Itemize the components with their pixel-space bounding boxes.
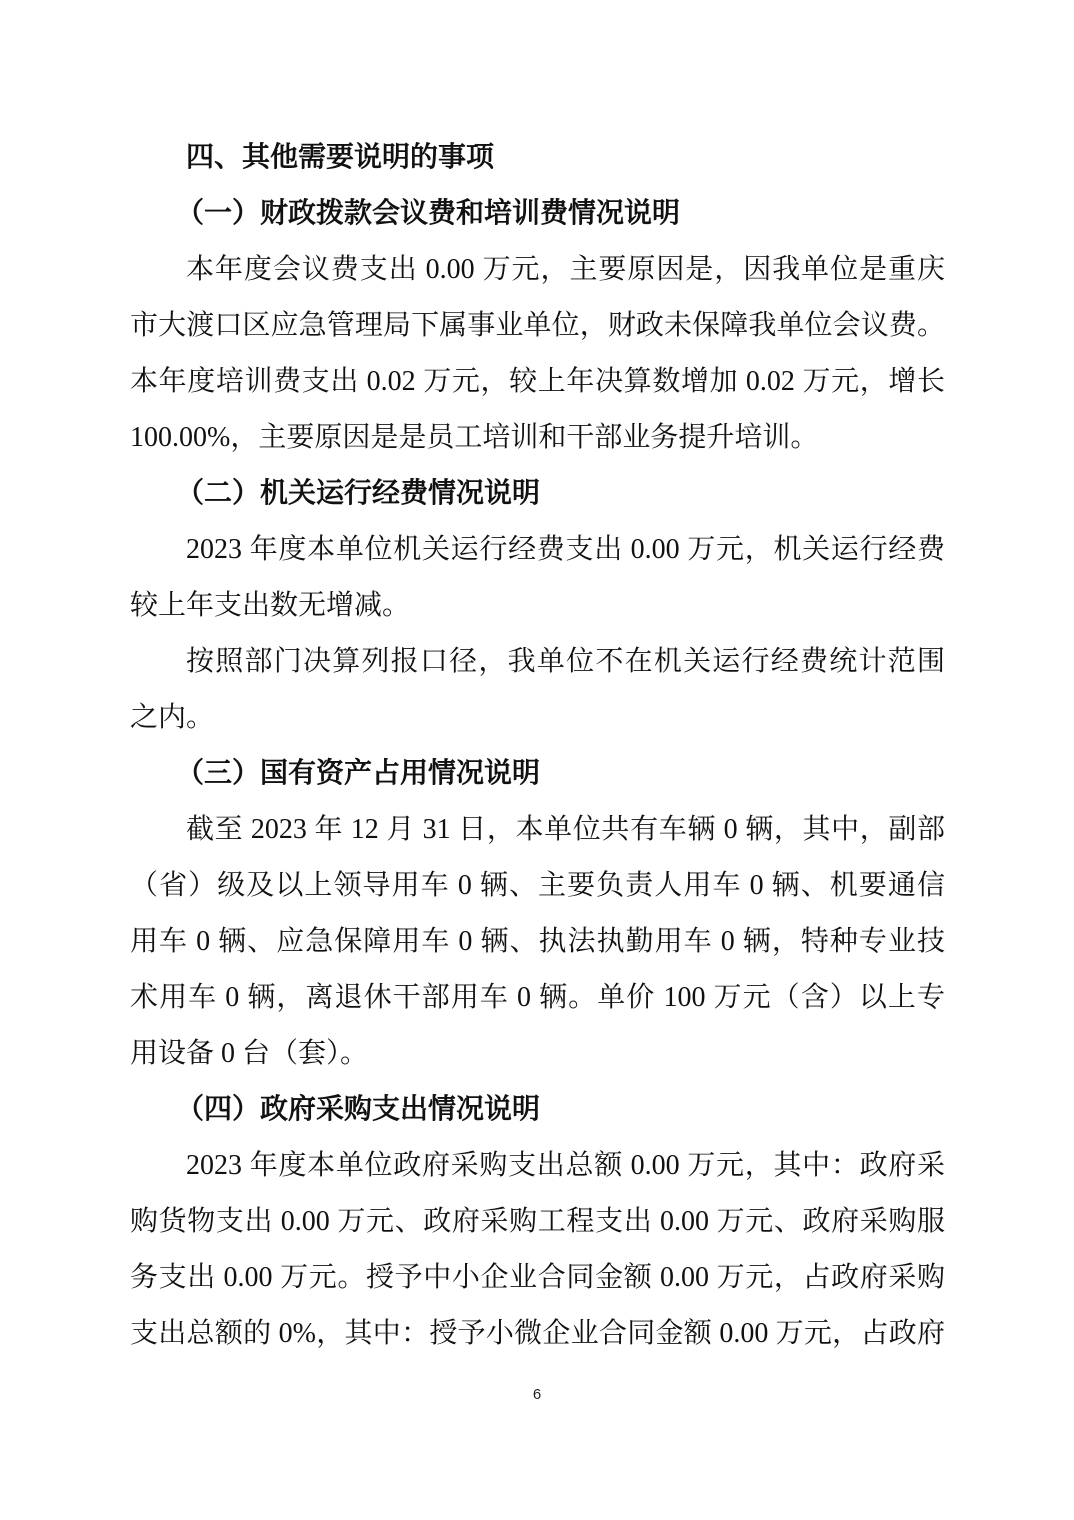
paragraph-line: 购货物支出 0.00 万元、政府采购工程支出 0.00 万元、政府采购服 [130, 1206, 945, 1237]
paragraph-line: 100.00%，主要原因是是员工培训和干部业务提升培训。 [130, 422, 819, 453]
subsection-heading: （一）财政拨款会议费和培训费情况说明 [176, 198, 681, 229]
paragraph-line: 截至 2023 年 12 月 31 日，本单位共有车辆 0 辆，其中，副部 [186, 814, 945, 845]
paragraph-line: 术用车 0 辆，离退休干部用车 0 辆。单价 100 万元（含）以上专 [130, 982, 945, 1013]
paragraph-line: 较上年支出数无增减。 [130, 590, 411, 621]
paragraph-line: 支出总额的 0%，其中：授予小微企业合同金额 0.00 万元，占政府 [130, 1318, 945, 1349]
paragraph-line: （省）级及以上领导用车 0 辆、主要负责人用车 0 辆、机要通信 [130, 870, 945, 901]
paragraph-line: 2023 年度本单位机关运行经费支出 0.00 万元，机关运行经费 [186, 534, 945, 565]
paragraph-line: 务支出 0.00 万元。授予中小企业合同金额 0.00 万元，占政府采购 [130, 1262, 945, 1293]
paragraph-line: 本年度会议费支出 0.00 万元，主要原因是，因我单位是重庆 [186, 254, 945, 285]
paragraph-line: 按照部门决算列报口径，我单位不在机关运行经费统计范围 [186, 646, 945, 677]
paragraph-line: 用设备 0 台（套）。 [130, 1038, 369, 1069]
subsection-heading: （二）机关运行经费情况说明 [176, 478, 541, 509]
paragraph-line: 本年度培训费支出 0.02 万元，较上年决算数增加 0.02 万元，增长 [130, 366, 945, 397]
subsection-heading: （三）国有资产占用情况说明 [176, 758, 541, 789]
page-number: 6 [532, 1386, 542, 1403]
section-heading: 四、其他需要说明的事项 [186, 142, 495, 173]
paragraph-line: 用车 0 辆、应急保障用车 0 辆、执法执勤用车 0 辆，特种专业技 [130, 926, 945, 957]
paragraph-line: 2023 年度本单位政府采购支出总额 0.00 万元，其中：政府采 [186, 1150, 945, 1181]
paragraph-line: 之内。 [130, 702, 215, 733]
document-body [130, 130, 945, 1362]
paragraph-line: 市大渡口区应急管理局下属事业单位，财政未保障我单位会议费。 [130, 310, 945, 341]
subsection-heading: （四）政府采购支出情况说明 [176, 1094, 541, 1125]
